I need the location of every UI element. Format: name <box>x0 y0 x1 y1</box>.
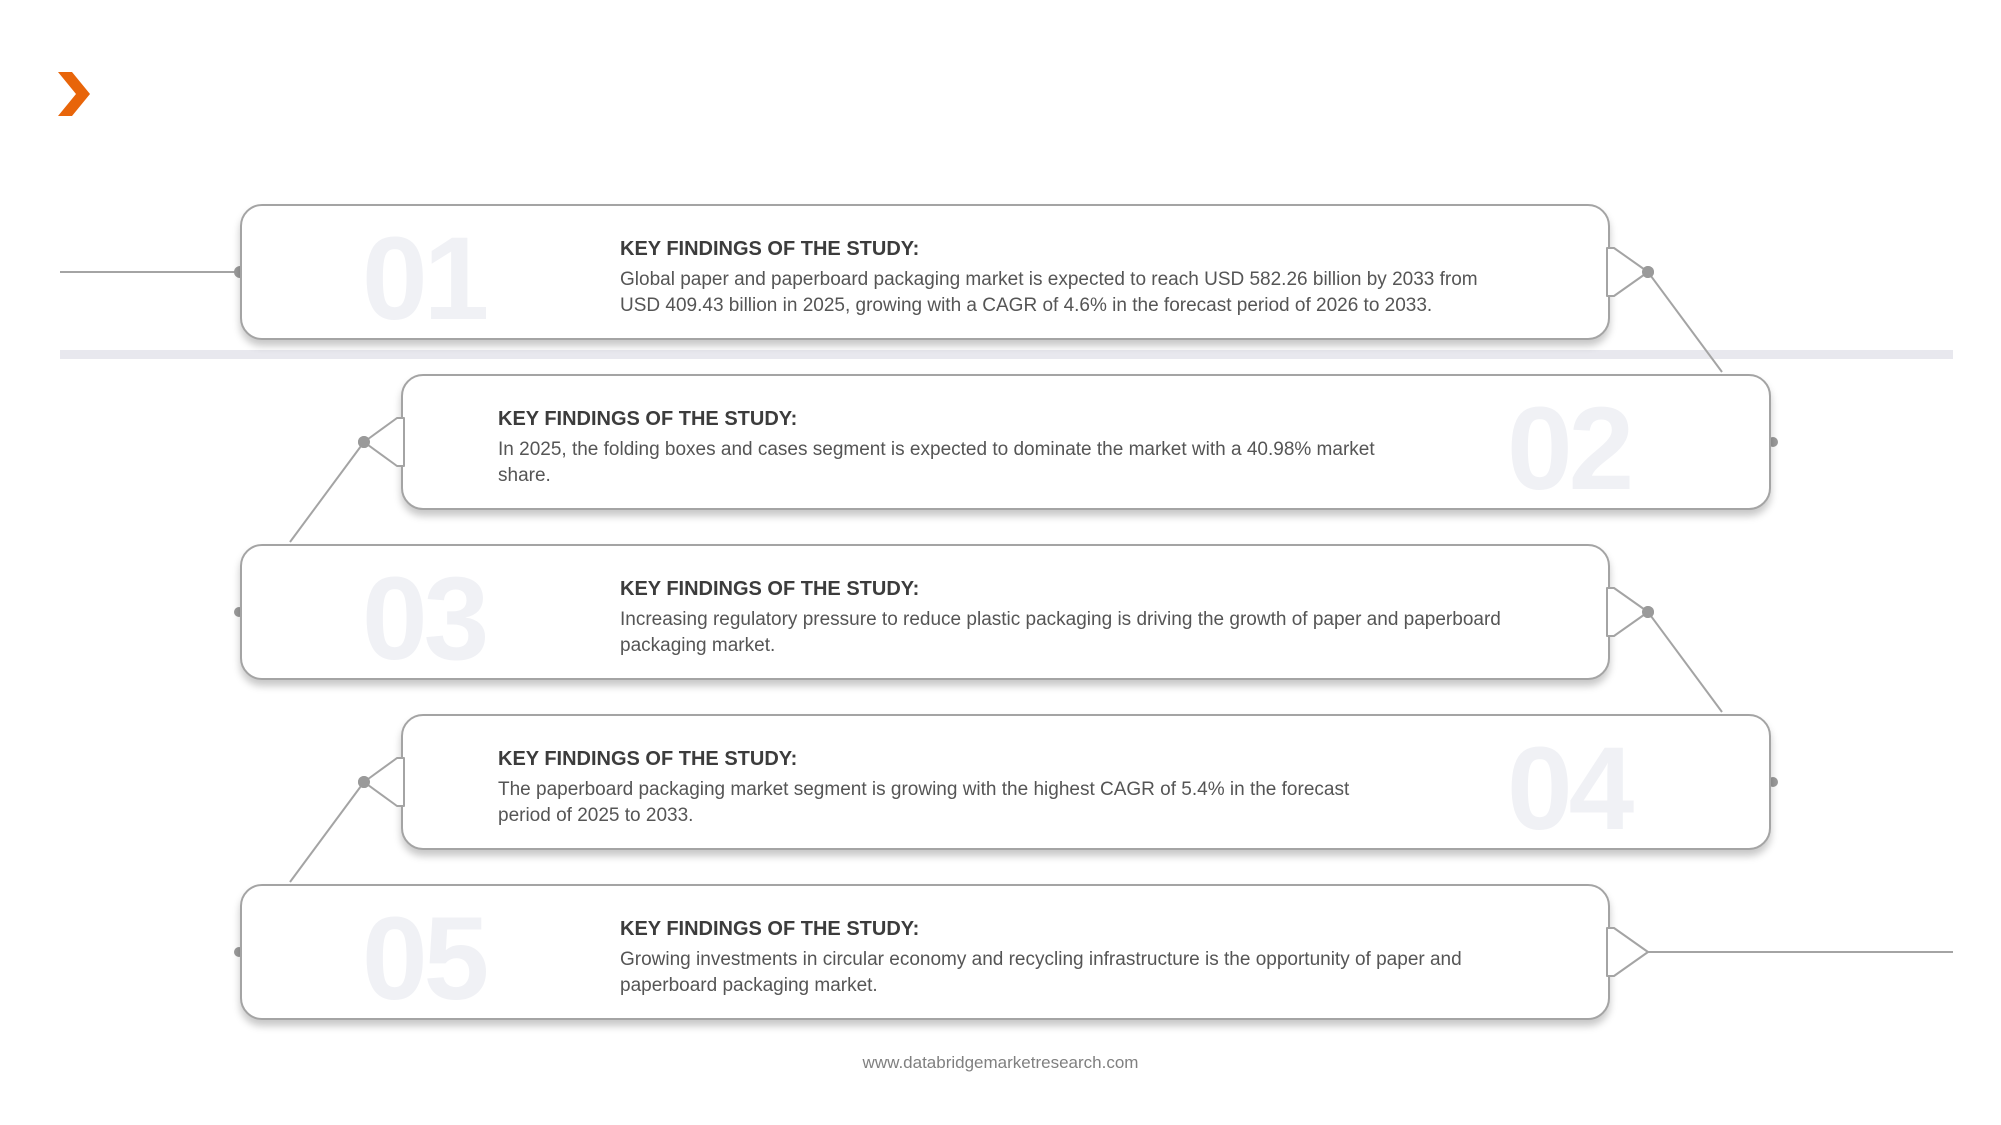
finding-body: Global paper and paperboard packaging market is expected to reach USD 582.26 billion by 2033 from USD 409.43 billion in 2025, growing with a CAGR of 4.6% in the forecast period of 2026 to 2033. <box>620 269 1478 316</box>
finding-number: 05 <box>362 893 486 1025</box>
finding-body: The paperboard packaging market segment is growing with the highest CAGR of 5.4% in the forecast period of 2025 to 2033. <box>498 779 1350 826</box>
finding-title: KEY FINDINGS OF THE STUDY: <box>620 918 920 940</box>
finding-title: KEY FINDINGS OF THE STUDY: <box>620 578 920 600</box>
connector-dot <box>1642 606 1654 618</box>
finding-body: Increasing regulatory pressure to reduce plastic packaging is driving the growth of paper and paperboard packaging market. <box>620 609 1501 656</box>
finding-body: In 2025, the folding boxes and cases segment is expected to dominate the market with a 40.98% market share. <box>498 439 1375 486</box>
finding-number: 03 <box>362 553 486 685</box>
finding-number: 01 <box>362 213 486 345</box>
finding-title: KEY FINDINGS OF THE STUDY: <box>498 408 798 430</box>
pointer-tab <box>1607 928 1648 976</box>
connector-dot <box>1642 266 1654 278</box>
finding-number: 04 <box>1507 723 1631 855</box>
connector-dot <box>358 776 370 788</box>
pointer-tab <box>1607 248 1648 296</box>
finding-body: Growing investments in circular economy and recycling infrastructure is the opportunity of paper and paperboard packaging market. <box>620 949 1462 996</box>
pointer-tab <box>1607 588 1648 636</box>
footer-url: www.databridgemarketresearch.com <box>862 1053 1139 1072</box>
finding-title: KEY FINDINGS OF THE STUDY: <box>498 748 798 770</box>
finding-number: 02 <box>1507 383 1631 515</box>
connector-dot <box>358 436 370 448</box>
finding-title: KEY FINDINGS OF THE STUDY: <box>620 238 920 260</box>
